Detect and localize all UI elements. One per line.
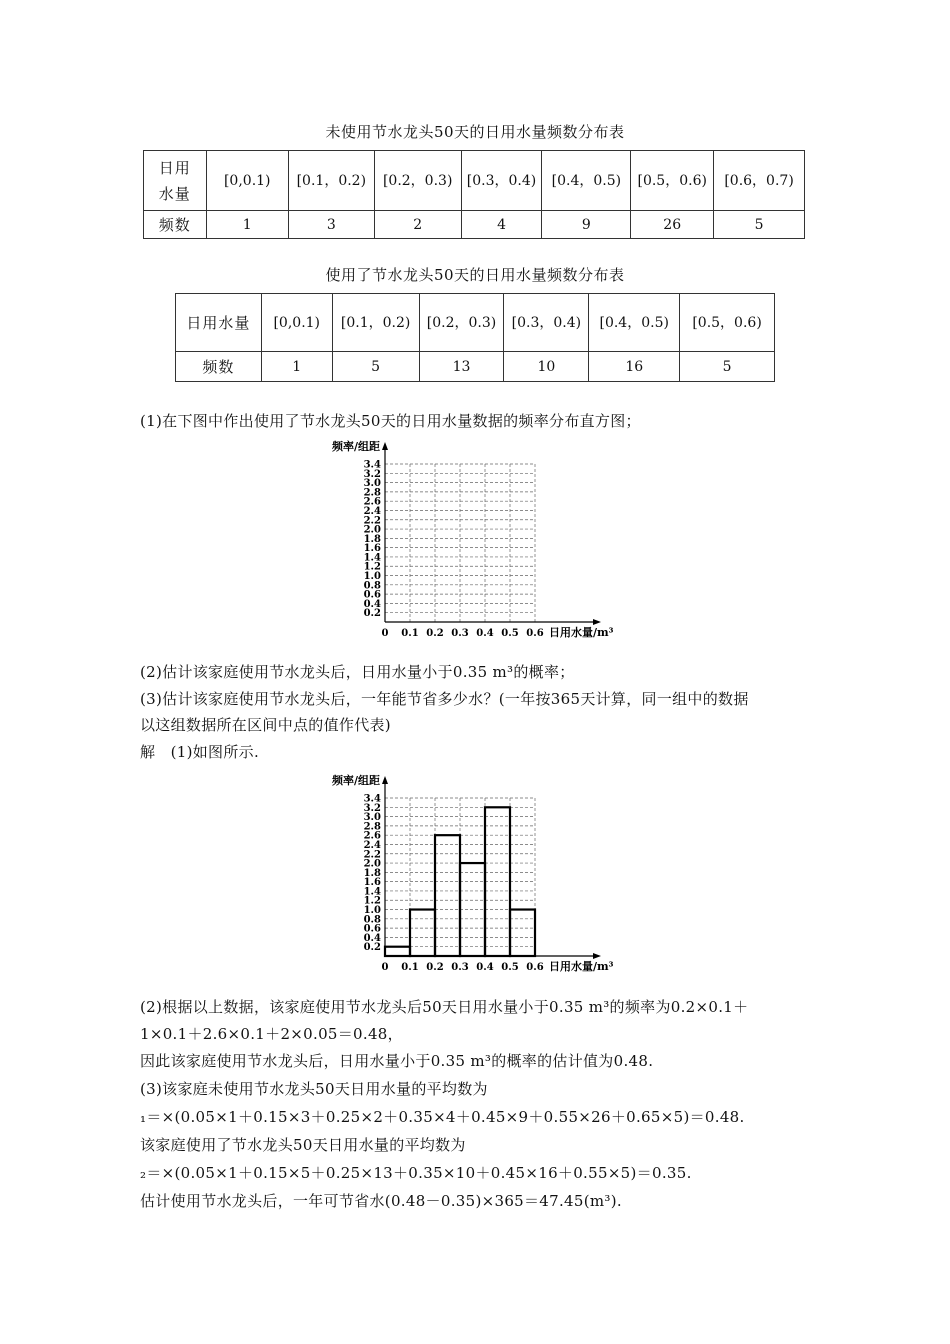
y-tick-label: 1.2 xyxy=(363,561,381,573)
y-tick-label: 2.8 xyxy=(363,821,381,833)
table1-row-label: 日用水量 xyxy=(144,151,207,211)
table1-interval-cell: [0.3，0.4) xyxy=(461,151,542,211)
table2-count-label: 频数 xyxy=(176,352,262,382)
y-tick-label: 2.4 xyxy=(363,505,381,517)
x-axis-label: 日用水量/m³ xyxy=(549,960,614,973)
y-tick-label: 1.8 xyxy=(363,867,381,879)
histogram-bar xyxy=(435,835,460,956)
y-tick-label: 0.4 xyxy=(363,598,381,610)
table2-interval-cell: [0.3，0.4) xyxy=(504,294,589,352)
table2-interval-cell: [0.2，0.3) xyxy=(419,294,504,352)
table2-count-cell: 13 xyxy=(419,352,504,382)
table2-caption: 使用了节水龙头50天的日用水量频数分布表 xyxy=(325,266,625,284)
table1-interval-cell: [0.4，0.5) xyxy=(542,151,631,211)
y-tick-label: 1.8 xyxy=(363,533,381,545)
y-tick-label: 2.0 xyxy=(363,858,381,870)
y-tick-label: 0.6 xyxy=(363,923,381,935)
y-tick-label: 3.4 xyxy=(363,793,381,805)
y-tick-label: 3.2 xyxy=(363,468,381,480)
x-tick-label: 0.2 xyxy=(426,628,444,639)
histogram-bar xyxy=(510,910,535,956)
y-tick-label: 1.4 xyxy=(363,886,381,898)
solution-3-line-2: ₁＝×(0.05×1＋0.15×3＋0.25×2＋0.35×4＋0.45×9＋0.55×26＋0.65×5)＝0.48. xyxy=(140,1108,745,1126)
histogram-bar xyxy=(410,910,435,956)
y-tick-label: 1.6 xyxy=(363,543,381,555)
y-tick-label: 1.2 xyxy=(363,895,381,907)
x-tick-label: 0.2 xyxy=(426,962,444,973)
y-tick-label: 3.0 xyxy=(363,812,381,824)
table2-count-cell: 1 xyxy=(261,352,332,382)
y-axis-label: 频率/组距 xyxy=(332,774,381,787)
solution-2-line-2: 1×0.1＋2.6×0.1＋2×0.05＝0.48， xyxy=(140,1025,403,1043)
table1-interval-row xyxy=(144,151,805,211)
y-tick-label: 3.0 xyxy=(363,478,381,490)
x-tick-label: 0.3 xyxy=(451,962,469,973)
empty-histogram-chart xyxy=(320,436,630,648)
y-tick-label: 2.6 xyxy=(363,830,381,842)
table1-count-cell: 5 xyxy=(714,211,805,239)
x-tick-label: 0.4 xyxy=(476,628,494,639)
table1 xyxy=(143,150,805,239)
x-tick-label: 0.6 xyxy=(526,628,544,639)
solution-2-line-1: (2)根据以上数据，该家庭使用节水龙头后50天日用水量小于0.35 m³的频率为0.2×0.1＋ xyxy=(140,998,749,1016)
x-axis-arrow xyxy=(593,953,601,959)
table1-count-cell: 2 xyxy=(374,211,461,239)
y-axis-arrow xyxy=(382,776,388,784)
y-tick-label: 2.4 xyxy=(363,839,381,851)
question-2: (2)估计该家庭使用节水龙头后，日用水量小于0.35 m³的概率； xyxy=(140,663,575,681)
y-tick-label: 1.4 xyxy=(363,552,381,564)
table1-count-cell: 4 xyxy=(461,211,542,239)
histogram-bar xyxy=(385,947,410,956)
x-tick-label: 0 xyxy=(381,628,389,639)
x-tick-label: 0.1 xyxy=(401,628,419,639)
y-tick-label: 0.8 xyxy=(363,914,381,926)
y-tick-label: 2.2 xyxy=(363,515,381,527)
table2-interval-cell: [0.4，0.5) xyxy=(589,294,680,352)
x-tick-label: 0.6 xyxy=(526,962,544,973)
table2-count-cell: 10 xyxy=(504,352,589,382)
table1-count-cell: 9 xyxy=(542,211,631,239)
table2-count-cell: 5 xyxy=(680,352,775,382)
y-tick-label: 0.2 xyxy=(363,942,381,954)
y-tick-label: 2.8 xyxy=(363,487,381,499)
frequency-histogram-chart xyxy=(320,770,630,982)
table1-count-label: 频数 xyxy=(144,211,207,239)
table2-row-label: 日用水量 xyxy=(176,294,262,352)
table1-caption: 未使用节水龙头50天的日用水量频数分布表 xyxy=(325,123,625,141)
table1-interval-cell: [0.6，0.7) xyxy=(714,151,805,211)
x-tick-label: 0.5 xyxy=(501,628,519,639)
table2-interval-cell: [0.1，0.2) xyxy=(332,294,419,352)
table1-interval-cell: [0.1，0.2) xyxy=(288,151,374,211)
solution-3-line-1: (3)该家庭未使用节水龙头50天日用水量的平均数为 xyxy=(140,1080,488,1098)
y-tick-label: 2.6 xyxy=(363,496,381,508)
table2-interval-row xyxy=(176,294,775,352)
y-tick-label: 1.0 xyxy=(363,905,381,917)
solution-3-line-5: 估计使用节水龙头后，一年可节省水(0.48－0.35)×365＝47.45(m³). xyxy=(140,1192,622,1210)
y-tick-label: 3.2 xyxy=(363,802,381,814)
table2-count-cell: 16 xyxy=(589,352,680,382)
x-tick-label: 0.1 xyxy=(401,962,419,973)
y-tick-label: 2.2 xyxy=(363,849,381,861)
y-tick-label: 1.0 xyxy=(363,571,381,583)
solution-3-line-4: ₂＝×(0.05×1＋0.15×5＋0.25×13＋0.35×10＋0.45×16＋0.55×5)＝0.35. xyxy=(140,1164,692,1182)
table1-count-cell: 1 xyxy=(206,211,288,239)
table2-interval-cell: [0,0.1) xyxy=(261,294,332,352)
x-axis-arrow xyxy=(593,619,601,625)
x-tick-label: 0 xyxy=(381,962,389,973)
table1-interval-cell: [0.2，0.3) xyxy=(374,151,461,211)
y-tick-label: 0.6 xyxy=(363,589,381,601)
table1-count-row xyxy=(144,211,805,239)
table1-interval-cell: [0,0.1) xyxy=(206,151,288,211)
solution-1: 解 (1)如图所示. xyxy=(140,743,260,761)
table2-count-cell: 5 xyxy=(332,352,419,382)
y-axis-arrow xyxy=(382,442,388,450)
table1-count-cell: 3 xyxy=(288,211,374,239)
x-tick-label: 0.4 xyxy=(476,962,494,973)
y-tick-label: 3.4 xyxy=(363,459,381,471)
y-tick-label: 0.2 xyxy=(363,608,381,620)
question-3-line-2: 以这组数据所在区间中点的值作代表) xyxy=(140,716,391,734)
x-axis-label: 日用水量/m³ xyxy=(549,626,614,639)
table1-count-cell: 26 xyxy=(631,211,714,239)
y-tick-label: 0.8 xyxy=(363,580,381,592)
y-tick-label: 1.6 xyxy=(363,877,381,889)
question-3-line-1: (3)估计该家庭使用节水龙头后，一年能节省多少水？(一年按365天计算，同一组中的数据 xyxy=(140,690,749,708)
table2-count-row xyxy=(176,352,775,382)
table2 xyxy=(175,293,775,382)
solution-2-line-3: 因此该家庭使用节水龙头后，日用水量小于0.35 m³的概率的估计值为0.48. xyxy=(140,1052,654,1070)
x-tick-label: 0.3 xyxy=(451,628,469,639)
y-axis-label: 频率/组距 xyxy=(332,440,381,453)
y-tick-label: 2.0 xyxy=(363,524,381,536)
y-tick-label: 0.4 xyxy=(363,932,381,944)
table2-interval-cell: [0.5，0.6) xyxy=(680,294,775,352)
table1-interval-cell: [0.5，0.6) xyxy=(631,151,714,211)
question-1: (1)在下图中作出使用了节水龙头50天的日用水量数据的频率分布直方图； xyxy=(140,412,641,430)
x-tick-label: 0.5 xyxy=(501,962,519,973)
solution-3-line-3: 该家庭使用了节水龙头50天日用水量的平均数为 xyxy=(140,1136,466,1154)
